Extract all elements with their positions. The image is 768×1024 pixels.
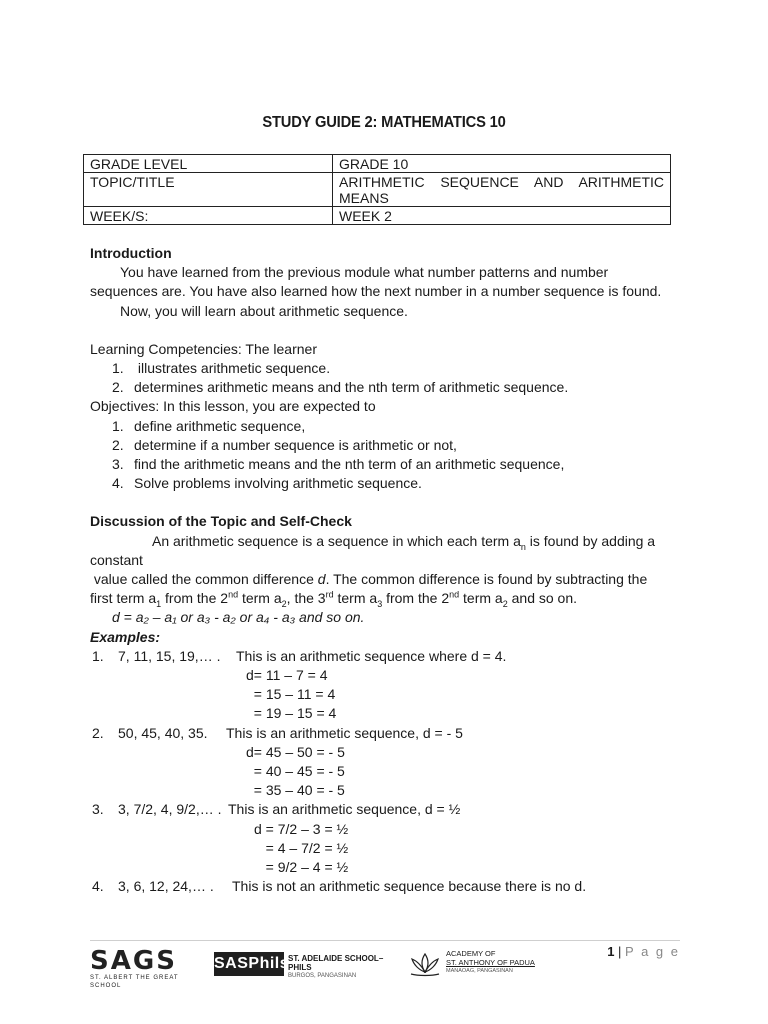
- list-text: find the arithmetic means and the nth term of an arithmetic sequence,: [134, 456, 565, 473]
- list-item: [90, 417, 670, 436]
- table-cell: GRADE LEVEL: [84, 155, 333, 173]
- sags-logo-text: SAGS: [90, 946, 177, 976]
- table-row: [84, 173, 671, 207]
- list-text: define arithmetic sequence,: [134, 417, 306, 434]
- academy-logo: [408, 950, 558, 980]
- list-number: 4.: [112, 475, 124, 492]
- page-number-value: 1: [607, 944, 615, 959]
- logo-text: BURGOS, PANGASINAN: [288, 973, 357, 979]
- table-cell: WEEK/S:: [84, 207, 333, 225]
- st-adelaide-logo: [288, 954, 398, 981]
- discussion-paragraph: [90, 570, 670, 608]
- subscript: n: [520, 541, 526, 552]
- example-number: 1.: [92, 647, 104, 664]
- list-text: determine if a number sequence is arithmetic or not,: [134, 436, 457, 453]
- sags-logo: [90, 946, 202, 989]
- text-span: is found by adding a constant: [90, 532, 656, 568]
- example-sequence: 50, 45, 40, 35.: [118, 724, 208, 741]
- subscript: 2: [502, 599, 508, 610]
- formula-line: d = a₂ – a₁ or a₃ - a₂ or a₄ - a₃ and so on.: [112, 609, 365, 626]
- text-span: term a: [333, 590, 378, 607]
- footer-logos: [90, 946, 550, 989]
- text-span: , the 3: [286, 590, 326, 607]
- example-description: This is an arithmetic sequence, d = - 5: [226, 724, 463, 741]
- example-calculation: = 35 – 40 = - 5: [246, 782, 345, 799]
- superscript: nd: [449, 589, 460, 600]
- list-number: 2.: [112, 379, 124, 396]
- subscript: 1: [156, 599, 162, 610]
- example-sequence: 3, 6, 12, 24,… .: [118, 878, 214, 895]
- text-span: term a: [459, 590, 503, 607]
- discussion-paragraph: [90, 532, 670, 570]
- example-item: [90, 724, 670, 743]
- table-cell: TOPIC/TITLE: [84, 173, 333, 207]
- subscript: 2: [281, 599, 287, 610]
- list-text: illustrates arithmetic sequence.: [134, 360, 331, 377]
- text-span: An arithmetic sequence is a sequence in which each term a: [152, 532, 521, 549]
- example-calculation: = 4 – 7/2 = ½: [254, 839, 349, 856]
- example-description: This is not an arithmetic sequence because there is no d.: [232, 878, 587, 895]
- example-description: This is an arithmetic sequence, d = ½: [228, 801, 461, 818]
- list-number: 3.: [112, 456, 124, 473]
- objectives-heading: Objectives: In this lesson, you are expected to: [90, 398, 376, 415]
- list-number: 1.: [112, 360, 124, 377]
- example-calculation: = 19 – 15 = 4: [246, 705, 337, 722]
- variable-d: d: [317, 571, 326, 588]
- list-item: [90, 359, 670, 378]
- example-number: 4.: [92, 878, 104, 895]
- table-cell: ARITHMETIC SEQUENCE AND ARITHMETIC MEANS: [333, 173, 671, 207]
- example-calculation: d = 7/2 – 3 = ½: [254, 820, 349, 837]
- text-span: from the 2: [382, 590, 450, 607]
- academy-logo-text: [446, 950, 535, 976]
- example-sequence: 7, 11, 15, 19,… .: [118, 647, 221, 664]
- example-number: 3.: [92, 801, 104, 818]
- table-cell: WEEK 2: [333, 207, 671, 225]
- logo-text: ST. ADELAIDE SCHOOL–PHILS: [288, 954, 384, 972]
- example-sequence: 3, 7/2, 4, 9/2,… .: [118, 801, 222, 818]
- text-span: term a: [238, 590, 282, 607]
- sasphils-logo: SASPhils.: [214, 952, 284, 976]
- text-span: value called the common difference: [90, 571, 318, 588]
- list-number: 2.: [112, 436, 124, 453]
- sags-logo-subtext: ST. ALBERT THE GREAT SCHOOL: [90, 975, 179, 989]
- example-calculation: = 40 – 45 = - 5: [246, 763, 345, 780]
- introduction-paragraph: You have learned from the previous module what number patterns and number sequences are. You have also learned how the next number in a number sequence is found.: [90, 264, 662, 300]
- example-item: [90, 877, 670, 896]
- list-text: Solve problems involving arithmetic sequence.: [134, 475, 422, 492]
- subscript: 3: [377, 599, 383, 610]
- examples-heading: Examples:: [90, 628, 161, 645]
- text-span: and so on.: [507, 590, 578, 607]
- page-number: 1 | P a g e: [607, 944, 680, 959]
- example-calculation: = 9/2 – 4 = ½: [254, 859, 349, 876]
- footer-divider: [90, 940, 680, 941]
- discussion-heading: Discussion of the Topic and Self-Check: [90, 513, 352, 530]
- list-text: determines arithmetic means and the nth term of arithmetic sequence.: [134, 379, 569, 396]
- example-description: This is an arithmetic sequence where d = 4.: [236, 647, 507, 664]
- logo-text: MANAOAG, PANGASINAN: [446, 968, 513, 974]
- competencies-heading: Learning Competencies: The learner: [90, 340, 317, 357]
- example-item: [90, 800, 670, 819]
- example-number: 2.: [92, 724, 104, 741]
- page-title: STUDY GUIDE 2: MATHEMATICS 10: [262, 114, 506, 131]
- introduction-heading: Introduction: [90, 245, 172, 261]
- example-item: [90, 647, 670, 666]
- info-table: [83, 154, 671, 225]
- main-content: [90, 244, 670, 897]
- list-item: [90, 474, 670, 493]
- example-calculation: = 15 – 11 = 4: [246, 686, 336, 703]
- superscript: nd: [228, 589, 239, 600]
- list-number: 1.: [112, 417, 124, 434]
- list-item: [90, 455, 670, 474]
- page-label: P a g e: [625, 944, 680, 959]
- list-item: [90, 436, 670, 455]
- lotus-icon: [408, 952, 442, 978]
- table-row: [84, 207, 671, 225]
- table-row: [84, 155, 671, 173]
- example-calculation: d= 45 – 50 = - 5: [246, 743, 345, 760]
- text-span: from the 2: [161, 590, 229, 607]
- table-cell: GRADE 10: [333, 155, 671, 173]
- introduction-paragraph: Now, you will learn about arithmetic sequence.: [120, 302, 408, 319]
- logo-text: ACADEMY OF: [446, 949, 496, 958]
- superscript: rd: [325, 589, 334, 600]
- example-calculation: d= 11 – 7 = 4: [246, 667, 328, 684]
- text-span: . The common difference is found by subtracting the first term a: [90, 571, 648, 607]
- logo-text: ST. ANTHONY OF PADUA: [446, 957, 535, 967]
- list-item: [90, 378, 670, 397]
